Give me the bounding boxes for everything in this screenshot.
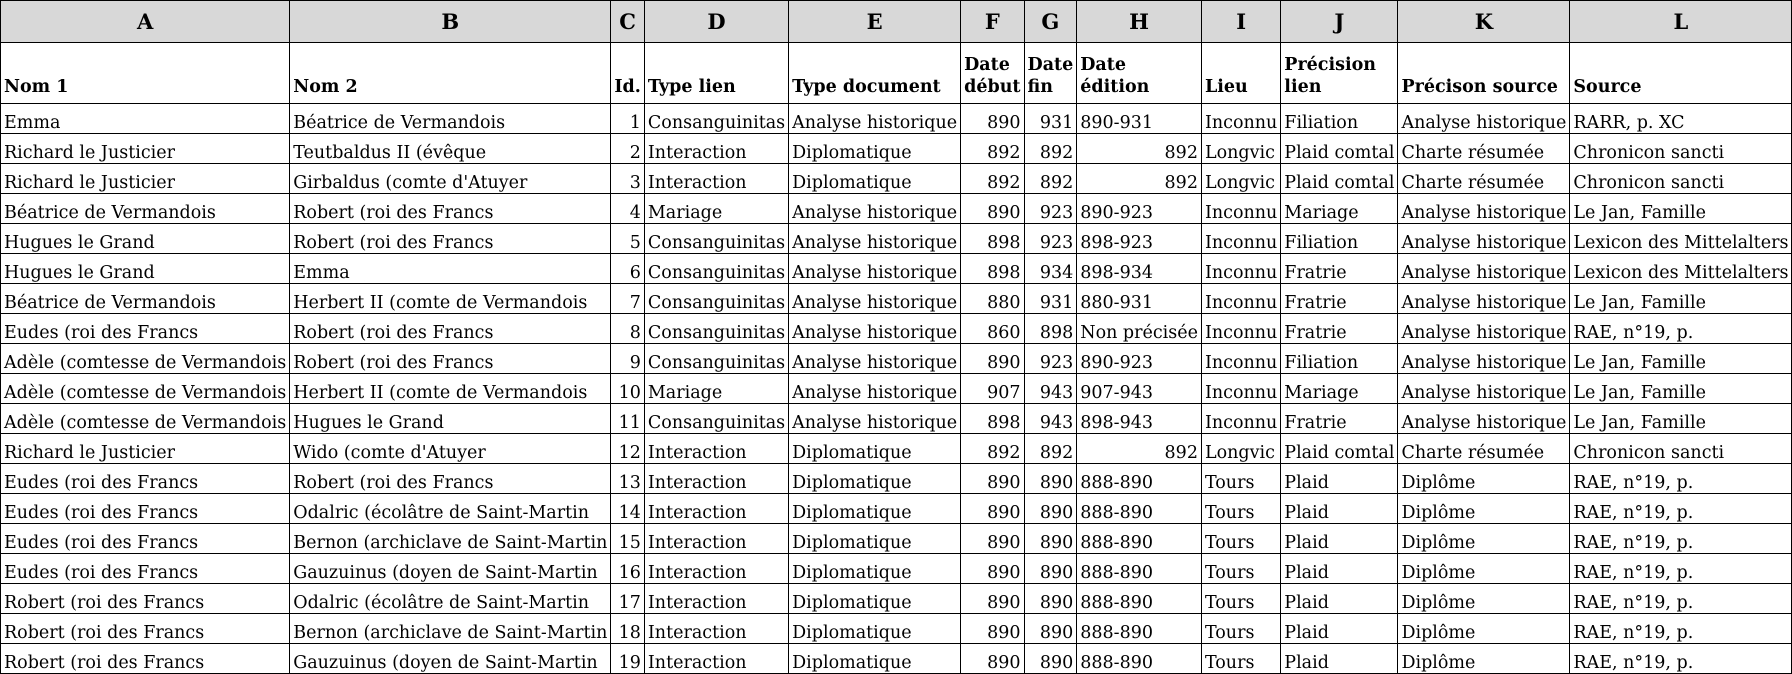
header-date-fin[interactable]: Date fin	[1024, 43, 1077, 104]
cell-precision-source[interactable]: Analyse historique	[1398, 254, 1570, 284]
cell-type-document[interactable]: Diplomatique	[789, 494, 961, 524]
cell-type-lien[interactable]: Consanguinitas	[644, 284, 788, 314]
cell-date-debut[interactable]: 907	[961, 374, 1024, 404]
cell-lieu[interactable]: Inconnu	[1201, 374, 1280, 404]
cell-type-lien[interactable]: Consanguinitas	[644, 344, 788, 374]
cell-precision-lien[interactable]: Plaid comtal	[1281, 434, 1398, 464]
cell-nom-1[interactable]: Adèle (comtesse de Vermandois	[1, 404, 290, 434]
cell-type-document[interactable]: Diplomatique	[789, 464, 961, 494]
column-letter-h[interactable]: H	[1077, 1, 1202, 43]
cell-date-debut[interactable]: 890	[961, 194, 1024, 224]
table-row	[1, 434, 1792, 464]
cell-type-document[interactable]: Diplomatique	[789, 434, 961, 464]
cell-precision-lien[interactable]: Mariage	[1281, 194, 1398, 224]
table-row	[1, 164, 1792, 194]
cell-id[interactable]: 14	[611, 494, 645, 524]
cell-precision-lien[interactable]: Fratrie	[1281, 404, 1398, 434]
cell-date-edition[interactable]: 892	[1077, 164, 1202, 194]
cell-nom-2[interactable]: Robert (roi des Francs	[290, 194, 611, 224]
cell-precision-lien[interactable]: Plaid	[1281, 524, 1398, 554]
cell-date-debut[interactable]: 892	[961, 164, 1024, 194]
cell-precision-source[interactable]: Analyse historique	[1398, 284, 1570, 314]
cell-nom-1[interactable]: Adèle (comtesse de Vermandois	[1, 374, 290, 404]
cell-type-lien[interactable]: Consanguinitas	[644, 404, 788, 434]
cell-date-fin[interactable]: 943	[1024, 404, 1077, 434]
cell-precision-lien[interactable]: Filiation	[1281, 344, 1398, 374]
cell-date-edition[interactable]: 888-890	[1077, 614, 1202, 644]
cell-date-fin[interactable]: 923	[1024, 224, 1077, 254]
cell-id[interactable]: 6	[611, 254, 645, 284]
cell-lieu[interactable]: Inconnu	[1201, 254, 1280, 284]
cell-type-lien[interactable]: Mariage	[644, 194, 788, 224]
cell-nom-2[interactable]: Girbaldus (comte d'Atuyer	[290, 164, 611, 194]
cell-precision-lien[interactable]: Plaid comtal	[1281, 164, 1398, 194]
cell-id[interactable]: 4	[611, 194, 645, 224]
cell-date-edition[interactable]: 888-890	[1077, 524, 1202, 554]
cell-precision-lien[interactable]: Fratrie	[1281, 254, 1398, 284]
cell-precision-source[interactable]: Charte résumée	[1398, 164, 1570, 194]
cell-precision-source[interactable]: Diplôme	[1398, 584, 1570, 614]
cell-source[interactable]: Lexicon des Mittelalters	[1570, 254, 1792, 284]
table-row	[1, 314, 1792, 344]
cell-type-lien[interactable]: Interaction	[644, 464, 788, 494]
cell-type-document[interactable]: Analyse historique	[789, 404, 961, 434]
cell-source[interactable]: RAE, n°19, p.	[1570, 554, 1792, 584]
cell-nom-2[interactable]: Robert (roi des Francs	[290, 344, 611, 374]
cell-precision-source[interactable]: Charte résumée	[1398, 134, 1570, 164]
cell-precision-lien[interactable]: Plaid	[1281, 614, 1398, 644]
cell-date-debut[interactable]: 890	[961, 464, 1024, 494]
cell-precision-lien[interactable]: Plaid	[1281, 464, 1398, 494]
cell-date-edition[interactable]: 890-923	[1077, 194, 1202, 224]
header-nom-1[interactable]: Nom 1	[1, 43, 290, 104]
column-letter-k[interactable]: K	[1398, 1, 1570, 43]
cell-nom-2[interactable]: Bernon (archiclave de Saint-Martin	[290, 524, 611, 554]
cell-lieu[interactable]: Tours	[1201, 554, 1280, 584]
cell-date-edition[interactable]: 888-890	[1077, 584, 1202, 614]
cell-id[interactable]: 15	[611, 524, 645, 554]
cell-source[interactable]: RAE, n°19, p.	[1570, 464, 1792, 494]
cell-nom-1[interactable]: Eudes (roi des Francs	[1, 554, 290, 584]
cell-source[interactable]: RAE, n°19, p.	[1570, 524, 1792, 554]
cell-date-edition[interactable]: 880-931	[1077, 284, 1202, 314]
cell-date-edition[interactable]: 892	[1077, 434, 1202, 464]
cell-source[interactable]: Chronicon sancti	[1570, 134, 1792, 164]
table-row	[1, 254, 1792, 284]
cell-id[interactable]: 5	[611, 224, 645, 254]
cell-type-lien[interactable]: Consanguinitas	[644, 254, 788, 284]
cell-precision-source[interactable]: Charte résumée	[1398, 434, 1570, 464]
cell-id[interactable]: 1	[611, 104, 645, 134]
cell-nom-1[interactable]: Robert (roi des Francs	[1, 644, 290, 674]
cell-precision-source[interactable]: Diplôme	[1398, 494, 1570, 524]
cell-date-debut[interactable]: 890	[961, 554, 1024, 584]
cell-date-edition[interactable]: 888-890	[1077, 644, 1202, 674]
cell-date-debut[interactable]: 890	[961, 584, 1024, 614]
cell-date-debut[interactable]: 898	[961, 254, 1024, 284]
cell-nom-1[interactable]: Eudes (roi des Francs	[1, 314, 290, 344]
cell-nom-2[interactable]: Gauzuinus (doyen de Saint-Martin	[290, 554, 611, 584]
cell-type-lien[interactable]: Interaction	[644, 584, 788, 614]
header-source[interactable]: Source	[1570, 43, 1792, 104]
cell-date-fin[interactable]: 890	[1024, 524, 1077, 554]
cell-type-lien[interactable]: Interaction	[644, 524, 788, 554]
cell-date-edition[interactable]: 890-931	[1077, 104, 1202, 134]
cell-type-lien[interactable]: Interaction	[644, 134, 788, 164]
header-row	[1, 43, 1792, 104]
cell-date-debut[interactable]: 890	[961, 104, 1024, 134]
cell-date-debut[interactable]: 898	[961, 404, 1024, 434]
cell-nom-1[interactable]: Adèle (comtesse de Vermandois	[1, 344, 290, 374]
cell-nom-1[interactable]: Richard le Justicier	[1, 434, 290, 464]
cell-type-document[interactable]: Analyse historique	[789, 224, 961, 254]
cell-precision-source[interactable]: Diplôme	[1398, 644, 1570, 674]
table-row	[1, 584, 1792, 614]
cell-nom-2[interactable]: Herbert II (comte de Vermandois	[290, 374, 611, 404]
cell-precision-source[interactable]: Analyse historique	[1398, 404, 1570, 434]
table-row	[1, 494, 1792, 524]
cell-source[interactable]: Le Jan, Famille	[1570, 284, 1792, 314]
table-row	[1, 554, 1792, 584]
cell-nom-1[interactable]: Robert (roi des Francs	[1, 614, 290, 644]
cell-precision-lien[interactable]: Fratrie	[1281, 284, 1398, 314]
cell-type-lien[interactable]: Interaction	[644, 554, 788, 584]
cell-nom-1[interactable]: Richard le Justicier	[1, 164, 290, 194]
cell-date-edition[interactable]: 888-890	[1077, 464, 1202, 494]
cell-lieu[interactable]: Tours	[1201, 614, 1280, 644]
cell-date-edition[interactable]: 898-934	[1077, 254, 1202, 284]
cell-type-document[interactable]: Diplomatique	[789, 554, 961, 584]
cell-nom-1[interactable]: Richard le Justicier	[1, 134, 290, 164]
cell-type-document[interactable]: Analyse historique	[789, 374, 961, 404]
cell-nom-2[interactable]: Gauzuinus (doyen de Saint-Martin	[290, 644, 611, 674]
cell-date-fin[interactable]: 923	[1024, 344, 1077, 374]
cell-nom-1[interactable]: Emma	[1, 104, 290, 134]
cell-type-document[interactable]: Diplomatique	[789, 134, 961, 164]
cell-date-fin[interactable]: 890	[1024, 494, 1077, 524]
cell-source[interactable]: RAE, n°19, p.	[1570, 584, 1792, 614]
column-letter-j[interactable]: J	[1281, 1, 1398, 43]
cell-type-lien[interactable]: Interaction	[644, 644, 788, 674]
header-nom-2[interactable]: Nom 2	[290, 43, 611, 104]
cell-type-document[interactable]: Diplomatique	[789, 644, 961, 674]
cell-lieu[interactable]: Inconnu	[1201, 104, 1280, 134]
cell-type-lien[interactable]: Consanguinitas	[644, 314, 788, 344]
cell-id[interactable]: 13	[611, 464, 645, 494]
cell-source[interactable]: RARR, p. XC	[1570, 104, 1792, 134]
cell-precision-source[interactable]: Analyse historique	[1398, 344, 1570, 374]
cell-lieu[interactable]: Tours	[1201, 494, 1280, 524]
cell-precision-source[interactable]: Analyse historique	[1398, 194, 1570, 224]
header-precision-lien[interactable]: Précision lien	[1281, 43, 1398, 104]
table-row	[1, 404, 1792, 434]
header-type-document[interactable]: Type document	[789, 43, 961, 104]
header-date-debut[interactable]: Date début	[961, 43, 1024, 104]
cell-id[interactable]: 18	[611, 614, 645, 644]
header-precision-source[interactable]: Précison source	[1398, 43, 1570, 104]
cell-source[interactable]: RAE, n°19, p.	[1570, 614, 1792, 644]
header-lieu[interactable]: Lieu	[1201, 43, 1280, 104]
cell-date-debut[interactable]: 890	[961, 644, 1024, 674]
cell-type-lien[interactable]: Consanguinitas	[644, 224, 788, 254]
cell-lieu[interactable]: Inconnu	[1201, 284, 1280, 314]
cell-date-fin[interactable]: 890	[1024, 644, 1077, 674]
cell-type-document[interactable]: Analyse historique	[789, 284, 961, 314]
cell-id[interactable]: 17	[611, 584, 645, 614]
cell-source[interactable]: Chronicon sancti	[1570, 164, 1792, 194]
table-row	[1, 284, 1792, 314]
column-letter-c[interactable]: C	[611, 1, 645, 43]
cell-nom-2[interactable]: Wido (comte d'Atuyer	[290, 434, 611, 464]
table-row	[1, 644, 1792, 674]
cell-type-lien[interactable]: Interaction	[644, 494, 788, 524]
cell-lieu[interactable]: Inconnu	[1201, 344, 1280, 374]
cell-date-debut[interactable]: 898	[961, 224, 1024, 254]
cell-date-edition[interactable]: 898-923	[1077, 224, 1202, 254]
table-row	[1, 344, 1792, 374]
cell-source[interactable]: Le Jan, Famille	[1570, 404, 1792, 434]
cell-precision-source[interactable]: Diplôme	[1398, 614, 1570, 644]
cell-date-fin[interactable]: 898	[1024, 314, 1077, 344]
cell-lieu[interactable]: Tours	[1201, 584, 1280, 614]
cell-precision-source[interactable]: Diplôme	[1398, 464, 1570, 494]
cell-date-fin[interactable]: 931	[1024, 104, 1077, 134]
column-letter-b[interactable]: B	[290, 1, 611, 43]
cell-date-edition[interactable]: 890-923	[1077, 344, 1202, 374]
cell-lieu[interactable]: Longvic	[1201, 434, 1280, 464]
cell-type-lien[interactable]: Consanguinitas	[644, 104, 788, 134]
cell-nom-1[interactable]: Eudes (roi des Francs	[1, 524, 290, 554]
cell-id[interactable]: 16	[611, 554, 645, 584]
cell-nom-2[interactable]: Hugues le Grand	[290, 404, 611, 434]
cell-date-fin[interactable]: 892	[1024, 434, 1077, 464]
cell-precision-source[interactable]: Diplôme	[1398, 554, 1570, 584]
table-row	[1, 134, 1792, 164]
cell-id[interactable]: 8	[611, 314, 645, 344]
cell-id[interactable]: 11	[611, 404, 645, 434]
table-row	[1, 524, 1792, 554]
cell-type-document[interactable]: Diplomatique	[789, 164, 961, 194]
cell-precision-source[interactable]: Analyse historique	[1398, 314, 1570, 344]
cell-lieu[interactable]: Tours	[1201, 644, 1280, 674]
cell-id[interactable]: 2	[611, 134, 645, 164]
table-row	[1, 194, 1792, 224]
cell-date-debut[interactable]: 880	[961, 284, 1024, 314]
cell-precision-lien[interactable]: Plaid	[1281, 644, 1398, 674]
cell-id[interactable]: 12	[611, 434, 645, 464]
cell-type-lien[interactable]: Mariage	[644, 374, 788, 404]
cell-date-debut[interactable]: 890	[961, 524, 1024, 554]
cell-precision-lien[interactable]: Plaid comtal	[1281, 134, 1398, 164]
cell-date-edition[interactable]: 898-943	[1077, 404, 1202, 434]
cell-precision-lien[interactable]: Mariage	[1281, 374, 1398, 404]
cell-source[interactable]: RAE, n°19, p.	[1570, 494, 1792, 524]
cell-date-fin[interactable]: 890	[1024, 464, 1077, 494]
cell-lieu[interactable]: Inconnu	[1201, 194, 1280, 224]
cell-source[interactable]: Le Jan, Famille	[1570, 194, 1792, 224]
cell-date-fin[interactable]: 890	[1024, 584, 1077, 614]
cell-source[interactable]: RAE, n°19, p.	[1570, 644, 1792, 674]
cell-type-lien[interactable]: Interaction	[644, 434, 788, 464]
cell-date-debut[interactable]: 890	[961, 344, 1024, 374]
cell-date-edition[interactable]: 892	[1077, 134, 1202, 164]
table-row	[1, 464, 1792, 494]
cell-type-document[interactable]: Analyse historique	[789, 194, 961, 224]
table-row	[1, 224, 1792, 254]
cell-nom-1[interactable]: Eudes (roi des Francs	[1, 494, 290, 524]
cell-source[interactable]: Chronicon sancti	[1570, 434, 1792, 464]
cell-nom-2[interactable]: Robert (roi des Francs	[290, 224, 611, 254]
column-letter-l[interactable]: L	[1570, 1, 1792, 43]
cell-nom-2[interactable]: Robert (roi des Francs	[290, 464, 611, 494]
cell-date-edition[interactable]: Non précisée	[1077, 314, 1202, 344]
cell-lieu[interactable]: Inconnu	[1201, 224, 1280, 254]
header-type-lien[interactable]: Type lien	[644, 43, 788, 104]
column-letter-i[interactable]: I	[1201, 1, 1280, 43]
cell-nom-2[interactable]: Emma	[290, 254, 611, 284]
cell-id[interactable]: 10	[611, 374, 645, 404]
table-row	[1, 374, 1792, 404]
cell-type-document[interactable]: Analyse historique	[789, 254, 961, 284]
cell-id[interactable]: 7	[611, 284, 645, 314]
column-letter-e[interactable]: E	[789, 1, 961, 43]
cell-date-edition[interactable]: 907-943	[1077, 374, 1202, 404]
cell-precision-source[interactable]: Analyse historique	[1398, 104, 1570, 134]
column-letter-a[interactable]: A	[1, 1, 290, 43]
cell-nom-1[interactable]: Hugues le Grand	[1, 254, 290, 284]
cell-precision-source[interactable]: Diplôme	[1398, 524, 1570, 554]
cell-nom-2[interactable]: Herbert II (comte de Vermandois	[290, 284, 611, 314]
cell-precision-lien[interactable]: Plaid	[1281, 554, 1398, 584]
cell-nom-1[interactable]: Hugues le Grand	[1, 224, 290, 254]
cell-nom-1[interactable]: Robert (roi des Francs	[1, 584, 290, 614]
cell-lieu[interactable]: Inconnu	[1201, 404, 1280, 434]
cell-date-debut[interactable]: 890	[961, 494, 1024, 524]
cell-lieu[interactable]: Longvic	[1201, 134, 1280, 164]
cell-nom-1[interactable]: Béatrice de Vermandois	[1, 194, 290, 224]
cell-type-document[interactable]: Analyse historique	[789, 314, 961, 344]
cell-source[interactable]: RAE, n°19, p.	[1570, 314, 1792, 344]
cell-source[interactable]: Le Jan, Famille	[1570, 374, 1792, 404]
cell-lieu[interactable]: Tours	[1201, 524, 1280, 554]
cell-type-lien[interactable]: Interaction	[644, 614, 788, 644]
cell-precision-lien[interactable]: Filiation	[1281, 224, 1398, 254]
cell-date-fin[interactable]: 892	[1024, 164, 1077, 194]
cell-nom-2[interactable]: Bernon (archiclave de Saint-Martin	[290, 614, 611, 644]
cell-precision-source[interactable]: Analyse historique	[1398, 374, 1570, 404]
cell-nom-2[interactable]: Robert (roi des Francs	[290, 314, 611, 344]
cell-nom-2[interactable]: Odalric (écolâtre de Saint-Martin	[290, 494, 611, 524]
cell-precision-lien[interactable]: Plaid	[1281, 494, 1398, 524]
cell-date-debut[interactable]: 860	[961, 314, 1024, 344]
table-row	[1, 104, 1792, 134]
cell-type-document[interactable]: Analyse historique	[789, 344, 961, 374]
cell-nom-1[interactable]: Béatrice de Vermandois	[1, 284, 290, 314]
cell-type-document[interactable]: Diplomatique	[789, 584, 961, 614]
cell-precision-lien[interactable]: Filiation	[1281, 104, 1398, 134]
cell-nom-2[interactable]: Teutbaldus II (évêque	[290, 134, 611, 164]
cell-source[interactable]: Le Jan, Famille	[1570, 344, 1792, 374]
cell-date-fin[interactable]: 931	[1024, 284, 1077, 314]
cell-precision-lien[interactable]: Fratrie	[1281, 314, 1398, 344]
cell-id[interactable]: 9	[611, 344, 645, 374]
column-letter-d[interactable]: D	[644, 1, 788, 43]
cell-precision-lien[interactable]: Plaid	[1281, 584, 1398, 614]
cell-lieu[interactable]: Inconnu	[1201, 314, 1280, 344]
cell-type-document[interactable]: Diplomatique	[789, 614, 961, 644]
cell-date-debut[interactable]: 892	[961, 134, 1024, 164]
cell-date-fin[interactable]: 890	[1024, 554, 1077, 584]
cell-precision-source[interactable]: Analyse historique	[1398, 224, 1570, 254]
cell-date-fin[interactable]: 943	[1024, 374, 1077, 404]
header-id[interactable]: Id.	[611, 43, 645, 104]
cell-date-fin[interactable]: 890	[1024, 614, 1077, 644]
cell-date-debut[interactable]: 892	[961, 434, 1024, 464]
table-body	[1, 104, 1792, 674]
cell-type-document[interactable]: Diplomatique	[789, 524, 961, 554]
cell-lieu[interactable]: Tours	[1201, 464, 1280, 494]
cell-lieu[interactable]: Longvic	[1201, 164, 1280, 194]
header-date-edition[interactable]: Date édition	[1077, 43, 1202, 104]
cell-id[interactable]: 19	[611, 644, 645, 674]
cell-type-document[interactable]: Analyse historique	[789, 104, 961, 134]
cell-date-edition[interactable]: 888-890	[1077, 494, 1202, 524]
column-letter-g[interactable]: G	[1024, 1, 1077, 43]
cell-id[interactable]: 3	[611, 164, 645, 194]
cell-date-fin[interactable]: 892	[1024, 134, 1077, 164]
cell-nom-2[interactable]: Béatrice de Vermandois	[290, 104, 611, 134]
cell-date-debut[interactable]: 890	[961, 614, 1024, 644]
cell-type-lien[interactable]: Interaction	[644, 164, 788, 194]
cell-date-edition[interactable]: 888-890	[1077, 554, 1202, 584]
cell-date-fin[interactable]: 923	[1024, 194, 1077, 224]
table-row	[1, 614, 1792, 644]
column-letter-f[interactable]: F	[961, 1, 1024, 43]
cell-nom-1[interactable]: Eudes (roi des Francs	[1, 464, 290, 494]
cell-date-fin[interactable]: 934	[1024, 254, 1077, 284]
column-letter-row	[1, 1, 1792, 43]
cell-source[interactable]: Lexicon des Mittelalters	[1570, 224, 1792, 254]
cell-nom-2[interactable]: Odalric (écolâtre de Saint-Martin	[290, 584, 611, 614]
